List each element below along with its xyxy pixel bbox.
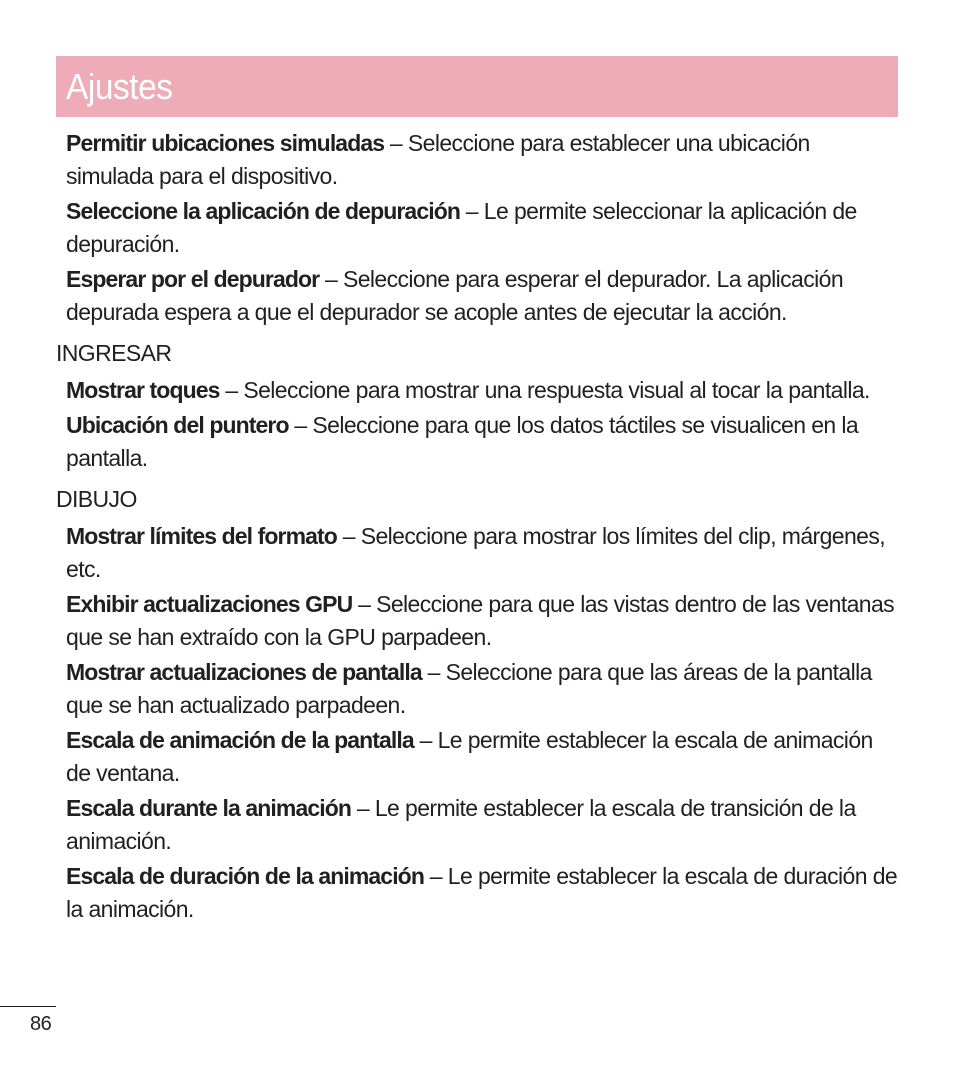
setting-entry (66, 860, 898, 926)
term-separator: – (384, 130, 408, 156)
setting-description: Le permite establecer la escala de transición de la animación. (66, 795, 856, 854)
section-heading-ingresar: INGRESAR (56, 340, 172, 366)
page-title: Ajustes (66, 66, 173, 107)
setting-entry (66, 588, 898, 654)
setting-entry (66, 520, 898, 586)
setting-term: Permitir ubicaciones simuladas (66, 130, 385, 156)
term-separator: – (351, 795, 375, 821)
settings-list (56, 127, 898, 928)
setting-description: Seleccione para que las vistas dentro de las ventanas que se han extraído con la GPU parpadeen. (66, 591, 895, 650)
setting-term: Mostrar actualizaciones de pantalla (66, 659, 422, 685)
setting-term: Mostrar toques (66, 377, 220, 403)
setting-description: Le permite seleccionar la aplicación de depuración. (66, 198, 857, 257)
setting-description: Seleccione para que los datos táctiles se visualicen en la pantalla. (66, 412, 859, 471)
setting-term: Escala de animación de la pantalla (66, 727, 414, 753)
setting-entry (66, 263, 898, 329)
term-separator: – (219, 377, 244, 403)
term-separator: – (424, 863, 448, 889)
page-number: 86 (30, 1013, 52, 1035)
term-separator: – (421, 659, 446, 685)
term-separator: – (413, 727, 438, 753)
setting-description: Le permite establecer la escala de animación de ventana. (66, 727, 873, 786)
term-separator: – (319, 266, 343, 292)
term-separator: – (352, 591, 377, 617)
term-separator: – (460, 198, 484, 224)
setting-term: Ubicación del puntero (66, 412, 289, 438)
setting-description: Seleccione para mostrar una respuesta visual al tocar la pantalla. (243, 377, 870, 403)
setting-entry (66, 724, 898, 790)
setting-term: Mostrar límites del formato (66, 523, 337, 549)
setting-description: Seleccione para establecer una ubicación simulada para el dispositivo. (66, 130, 810, 189)
setting-description: Seleccione para esperar el depurador. La aplicación depurada espera a que el depurador se acople antes de ejecutar la acción. (66, 266, 844, 325)
setting-description: Le permite establecer la escala de duración de la animación. (66, 863, 898, 922)
setting-term: Escala de duración de la animación (66, 863, 424, 889)
setting-entry (66, 656, 898, 722)
term-separator: – (288, 412, 313, 438)
term-separator: – (336, 523, 361, 549)
setting-term: Escala durante la animación (66, 795, 352, 821)
setting-description: Seleccione para mostrar los límites del clip, márgenes, etc. (66, 523, 886, 582)
setting-entry (66, 195, 898, 261)
setting-entry (66, 374, 898, 407)
setting-entry (66, 127, 898, 193)
setting-entry (66, 792, 898, 858)
section-heading-dibujo: DIBUJO (56, 486, 137, 512)
setting-description: Seleccione para que las áreas de la pantalla que se han actualizado parpadeen. (66, 659, 872, 718)
footer-rule (0, 1006, 56, 1007)
setting-term: Esperar por el depurador (66, 266, 320, 292)
setting-entry (66, 409, 898, 475)
setting-term: Seleccione la aplicación de depuración (66, 198, 461, 224)
section-header-band (56, 56, 898, 117)
setting-term: Exhibir actualizaciones GPU (66, 591, 353, 617)
